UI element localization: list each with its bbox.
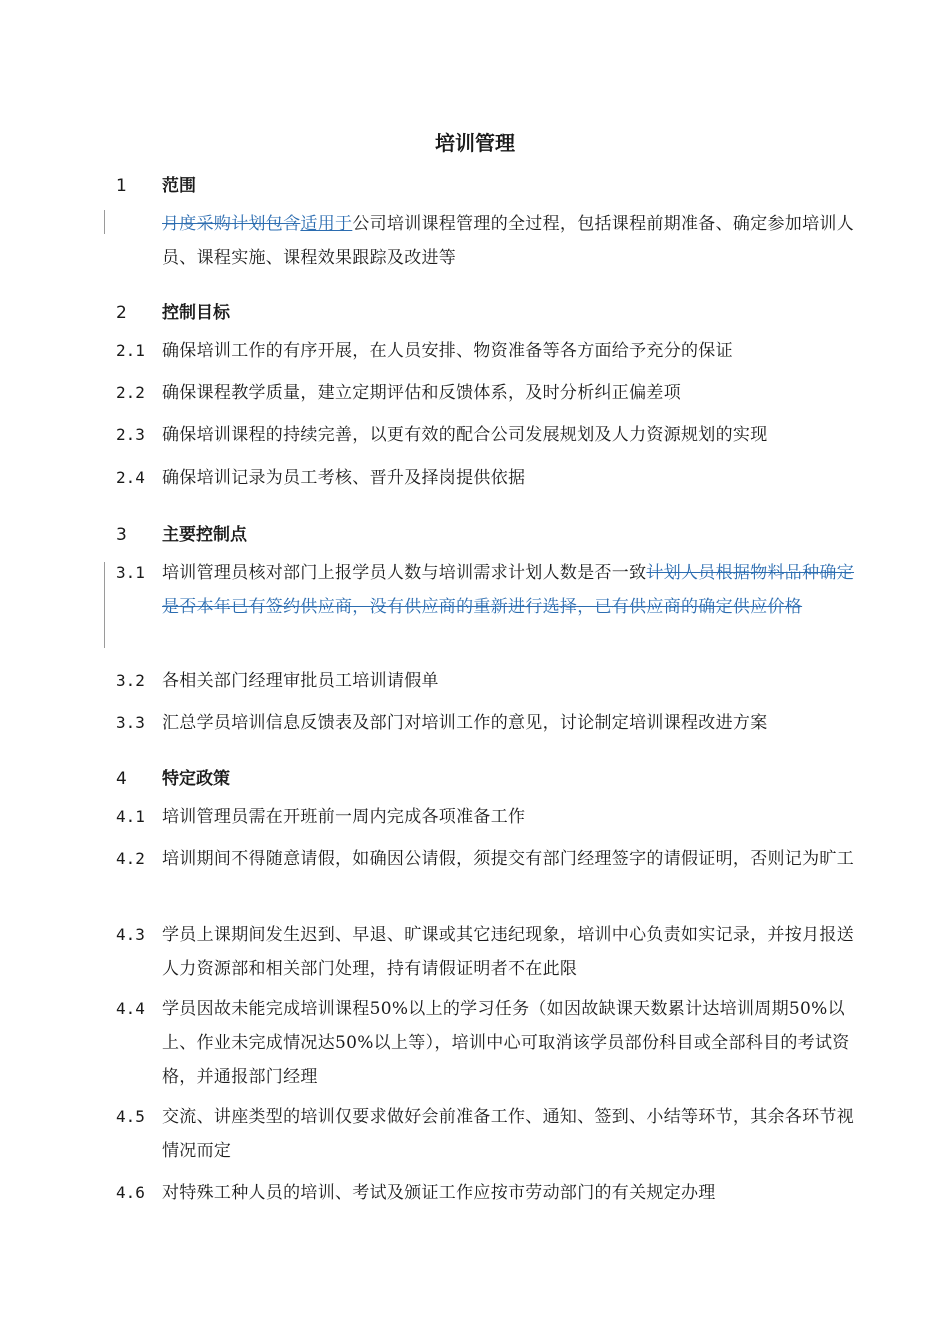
- item-text: 各相关部门经理审批员工培训请假单: [162, 671, 439, 691]
- inserted-text: 适用于: [300, 214, 353, 234]
- list-item: [116, 664, 861, 698]
- list-item: [116, 842, 861, 876]
- item-text: [162, 556, 861, 624]
- deleted-text: 月度采购计划包含: [162, 214, 301, 234]
- list-item: [116, 334, 861, 368]
- item-number: 2.3: [116, 425, 145, 444]
- section-number: 3: [116, 525, 127, 545]
- item-text: 学员因故未能完成培训课程50%以上的学习任务（如因故缺课天数累计达培训周期50%以上、作业未完成情况达50%以上等），培训中心可取消该学员部份科目或全部科目的考试资格，并通报部门经理: [162, 999, 850, 1087]
- section-number: 4: [116, 769, 127, 789]
- item-text: 对特殊工种人员的培训、考试及颁证工作应按市劳动部门的有关规定办理: [162, 1183, 716, 1203]
- list-item: [116, 1100, 861, 1168]
- section-title: 控制目标: [162, 303, 230, 323]
- list-item: [116, 461, 861, 495]
- list-item: [116, 418, 861, 452]
- section-number: 2: [116, 303, 127, 323]
- list-item: [116, 556, 861, 624]
- item-number: 3.3: [116, 713, 145, 732]
- item-number: 3.1: [116, 563, 145, 582]
- item-number: 3.2: [116, 671, 145, 690]
- scope-text: 公司培训课程管理的全过程，包括课程前期准备、确定参加培训人员、课程实施、课程效果跟踪及改进等: [162, 214, 855, 268]
- list-item: [116, 706, 861, 740]
- section-title: 特定政策: [162, 769, 230, 789]
- item-text: 学员上课期间发生迟到、早退、旷课或其它违纪现象，培训中心负责如实记录，并按月报送人力资源部和相关部门处理，持有请假证明者不在此限: [162, 925, 854, 979]
- item-number: 2.2: [116, 383, 145, 402]
- list-item: [116, 918, 861, 986]
- item-text: 培训期间不得随意请假，如确因公请假，须提交有部门经理签字的请假证明，否则记为旷工: [162, 849, 854, 869]
- item-number: 4.6: [116, 1183, 145, 1202]
- item-text: 汇总学员培训信息反馈表及部门对培训工作的意见，讨论制定培训课程改进方案: [162, 713, 768, 733]
- item-number: 4.3: [116, 925, 145, 944]
- section-heading-3: [116, 520, 247, 545]
- item-text: 确保培训课程的持续完善，以更有效的配合公司发展规划及人力资源规划的实现: [162, 425, 768, 445]
- item-number: 4.1: [116, 807, 145, 826]
- item-text: 交流、讲座类型的培训仅要求做好会前准备工作、通知、签到、小结等环节，其余各环节视情况而定: [162, 1107, 854, 1161]
- document-title: 培训管理: [435, 131, 515, 155]
- item-text: 确保课程教学质量，建立定期评估和反馈体系，及时分析纠正偏差项: [162, 383, 681, 403]
- item-body: 培训管理员核对部门上报学员人数与培训需求计划人数是否一致: [162, 563, 647, 583]
- item-text: 确保培训工作的有序开展，在人员安排、物资准备等各方面给予充分的保证: [162, 341, 733, 361]
- scope-paragraph: [162, 207, 862, 275]
- item-number: 4.2: [116, 849, 145, 868]
- item-text: 确保培训记录为员工考核、晋升及择岗提供依据: [162, 468, 526, 488]
- list-item: [116, 376, 861, 410]
- section-heading-4: [116, 764, 230, 789]
- list-item: [116, 992, 861, 1094]
- section-heading-1: [116, 171, 196, 196]
- section-title: 主要控制点: [162, 525, 247, 545]
- section-number: 1: [116, 176, 127, 196]
- change-bar: [104, 210, 105, 234]
- item-number: 4.4: [116, 999, 145, 1018]
- list-item: [116, 800, 861, 834]
- item-number: 2.1: [116, 341, 145, 360]
- deleted-text: 计划人员根据物料品种确定是否本年已有签约供应商，没有供应商的重新进行选择，已有供应商的确定供应价格: [162, 563, 855, 617]
- list-item: [116, 1176, 861, 1210]
- item-text: 培训管理员需在开班前一周内完成各项准备工作: [162, 807, 526, 827]
- change-bar: [104, 562, 105, 648]
- item-number: 2.4: [116, 468, 145, 487]
- item-number: 4.5: [116, 1107, 145, 1126]
- section-title: 范围: [162, 176, 196, 196]
- section-heading-2: [116, 298, 230, 323]
